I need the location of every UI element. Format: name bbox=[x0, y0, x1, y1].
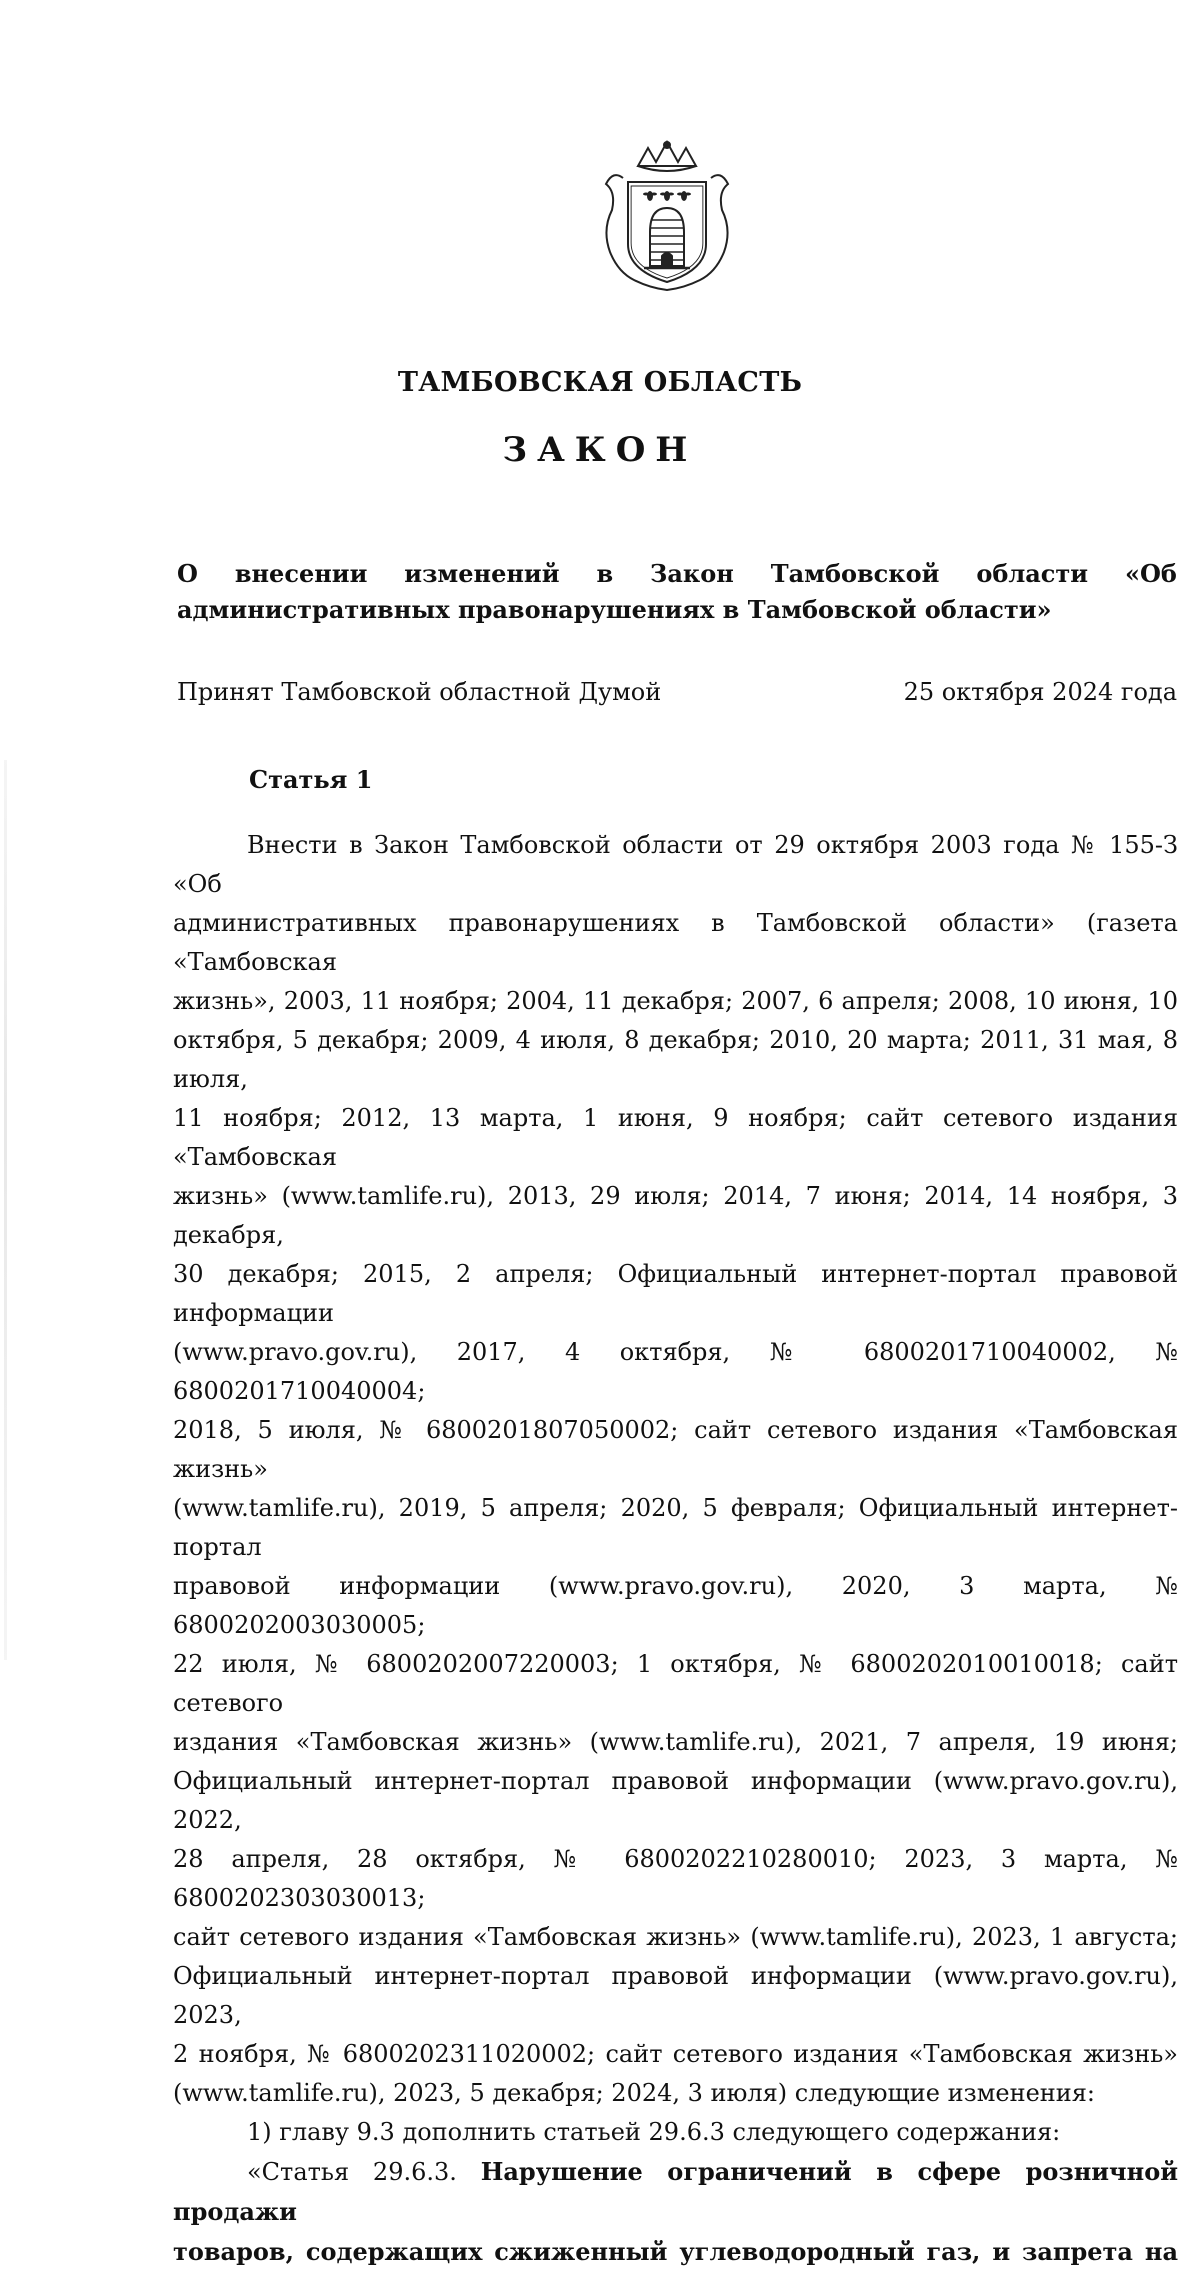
adopted-by: Принят Тамбовской областной Думой bbox=[177, 678, 662, 706]
law-subject-line-2: административных правонарушениях в Тамбовской области» bbox=[177, 595, 1052, 624]
amendment-item-1: 1) главу 9.3 дополнить статьей 29.6.3 следующего содержания: bbox=[247, 2118, 1061, 2146]
quoted-article-title-line-2 bbox=[173, 2232, 1178, 2272]
law-subject bbox=[177, 556, 1177, 628]
subject-word: Закон bbox=[650, 559, 734, 588]
subject-word: изменений bbox=[404, 559, 560, 588]
paragraph-line: (www.pravo.gov.ru), 2017, 4 октября, № 6800201710040002, № 6800201710040004; bbox=[173, 1338, 1178, 1405]
scan-edge-shadow bbox=[4, 760, 7, 1660]
quoted-article-title-part-2: товаров, содержащих сжиженный углеводородный газ, и запрета на bbox=[173, 2237, 1178, 2266]
article-title: Статья 1 bbox=[249, 765, 373, 794]
region-heading: ТАМБОВСКАЯ ОБЛАСТЬ bbox=[397, 367, 803, 398]
paragraph-line: административных правонарушениях в Тамбовской области» (газета «Тамбовская bbox=[173, 909, 1178, 976]
paragraph-line: жизнь», 2003, 11 ноября; 2004, 11 декабря; 2007, 6 апреля; 2008, 10 июня, 10 bbox=[173, 987, 1178, 1015]
quoted-article-title-part-1: Нарушение ограничений в сфере розничной продажи bbox=[173, 2157, 1178, 2226]
paragraph-line: октября, 5 декабря; 2009, 4 июля, 8 декабря; 2010, 20 марта; 2011, 31 мая, 8 июля, bbox=[173, 1026, 1178, 1093]
paragraph-line: 22 июля, № 6800202007220003; 1 октября, № 6800202010010018; сайт сетевого bbox=[173, 1650, 1178, 1717]
subject-word: области bbox=[976, 559, 1089, 588]
tambov-coat-of-arms-icon bbox=[598, 140, 736, 300]
paragraph-line: жизнь» (www.tamlife.ru), 2013, 29 июля; 2014, 7 июня; 2014, 14 ноября, 3 декабря, bbox=[173, 1182, 1178, 1249]
document-type-heading: ЗАКОН bbox=[502, 430, 698, 470]
quoted-article-number: «Статья 29.6.3. bbox=[247, 2158, 481, 2186]
adoption-date: 25 октября 2024 года bbox=[903, 678, 1177, 706]
paragraph-line: 2018, 5 июля, № 6800201807050002; сайт сетевого издания «Тамбовская жизнь» bbox=[173, 1416, 1178, 1483]
paragraph-line: 11 ноября; 2012, 13 марта, 1 июня, 9 ноября; сайт сетевого издания «Тамбовская bbox=[173, 1104, 1178, 1171]
paragraph-line: правовой информации (www.pravo.gov.ru), 2020, 3 марта, № 6800202003030005; bbox=[173, 1572, 1178, 1639]
paragraph-line: Внести в Закон Тамбовской области от 29 октября 2003 года № 155-З «Об bbox=[173, 831, 1178, 898]
paragraph-line: 28 апреля, 28 октября, № 6800202210280010; 2023, 3 марта, № 6800202303030013; bbox=[173, 1845, 1178, 1912]
paragraph-line: 30 декабря; 2015, 2 апреля; Официальный интернет-портал правовой информации bbox=[173, 1260, 1178, 1327]
paragraph-line: издания «Тамбовская жизнь» (www.tamlife.ru), 2021, 7 апреля, 19 июня; bbox=[173, 1728, 1178, 1756]
paragraph-line: Официальный интернет-портал правовой информации (www.pravo.gov.ru), 2022, bbox=[173, 1767, 1178, 1834]
subject-word: в bbox=[596, 559, 614, 588]
adoption-line bbox=[177, 678, 1177, 706]
subject-word: «Об bbox=[1125, 559, 1177, 588]
paragraph-line: (www.tamlife.ru), 2019, 5 апреля; 2020, 5 февраля; Официальный интернет-портал bbox=[173, 1494, 1178, 1561]
paragraph-line: сайт сетевого издания «Тамбовская жизнь» (www.tamlife.ru), 2023, 1 августа; bbox=[173, 1923, 1178, 1951]
paragraph-line: (www.tamlife.ru), 2023, 5 декабря; 2024, 3 июля) следующие изменения: bbox=[173, 2079, 1095, 2107]
subject-word: внесении bbox=[234, 559, 368, 588]
paragraph-line: 2 ноября, № 6800202311020002; сайт сетевого издания «Тамбовская жизнь» bbox=[173, 2040, 1178, 2068]
subject-word: О bbox=[177, 559, 198, 588]
paragraph-line: Официальный интернет-портал правовой информации (www.pravo.gov.ru), 2023, bbox=[173, 1962, 1178, 2029]
article-body bbox=[173, 826, 1178, 2272]
subject-word: Тамбовской bbox=[770, 559, 940, 588]
quoted-article-heading bbox=[173, 2152, 1178, 2232]
law-subject-line-1 bbox=[177, 556, 1177, 592]
